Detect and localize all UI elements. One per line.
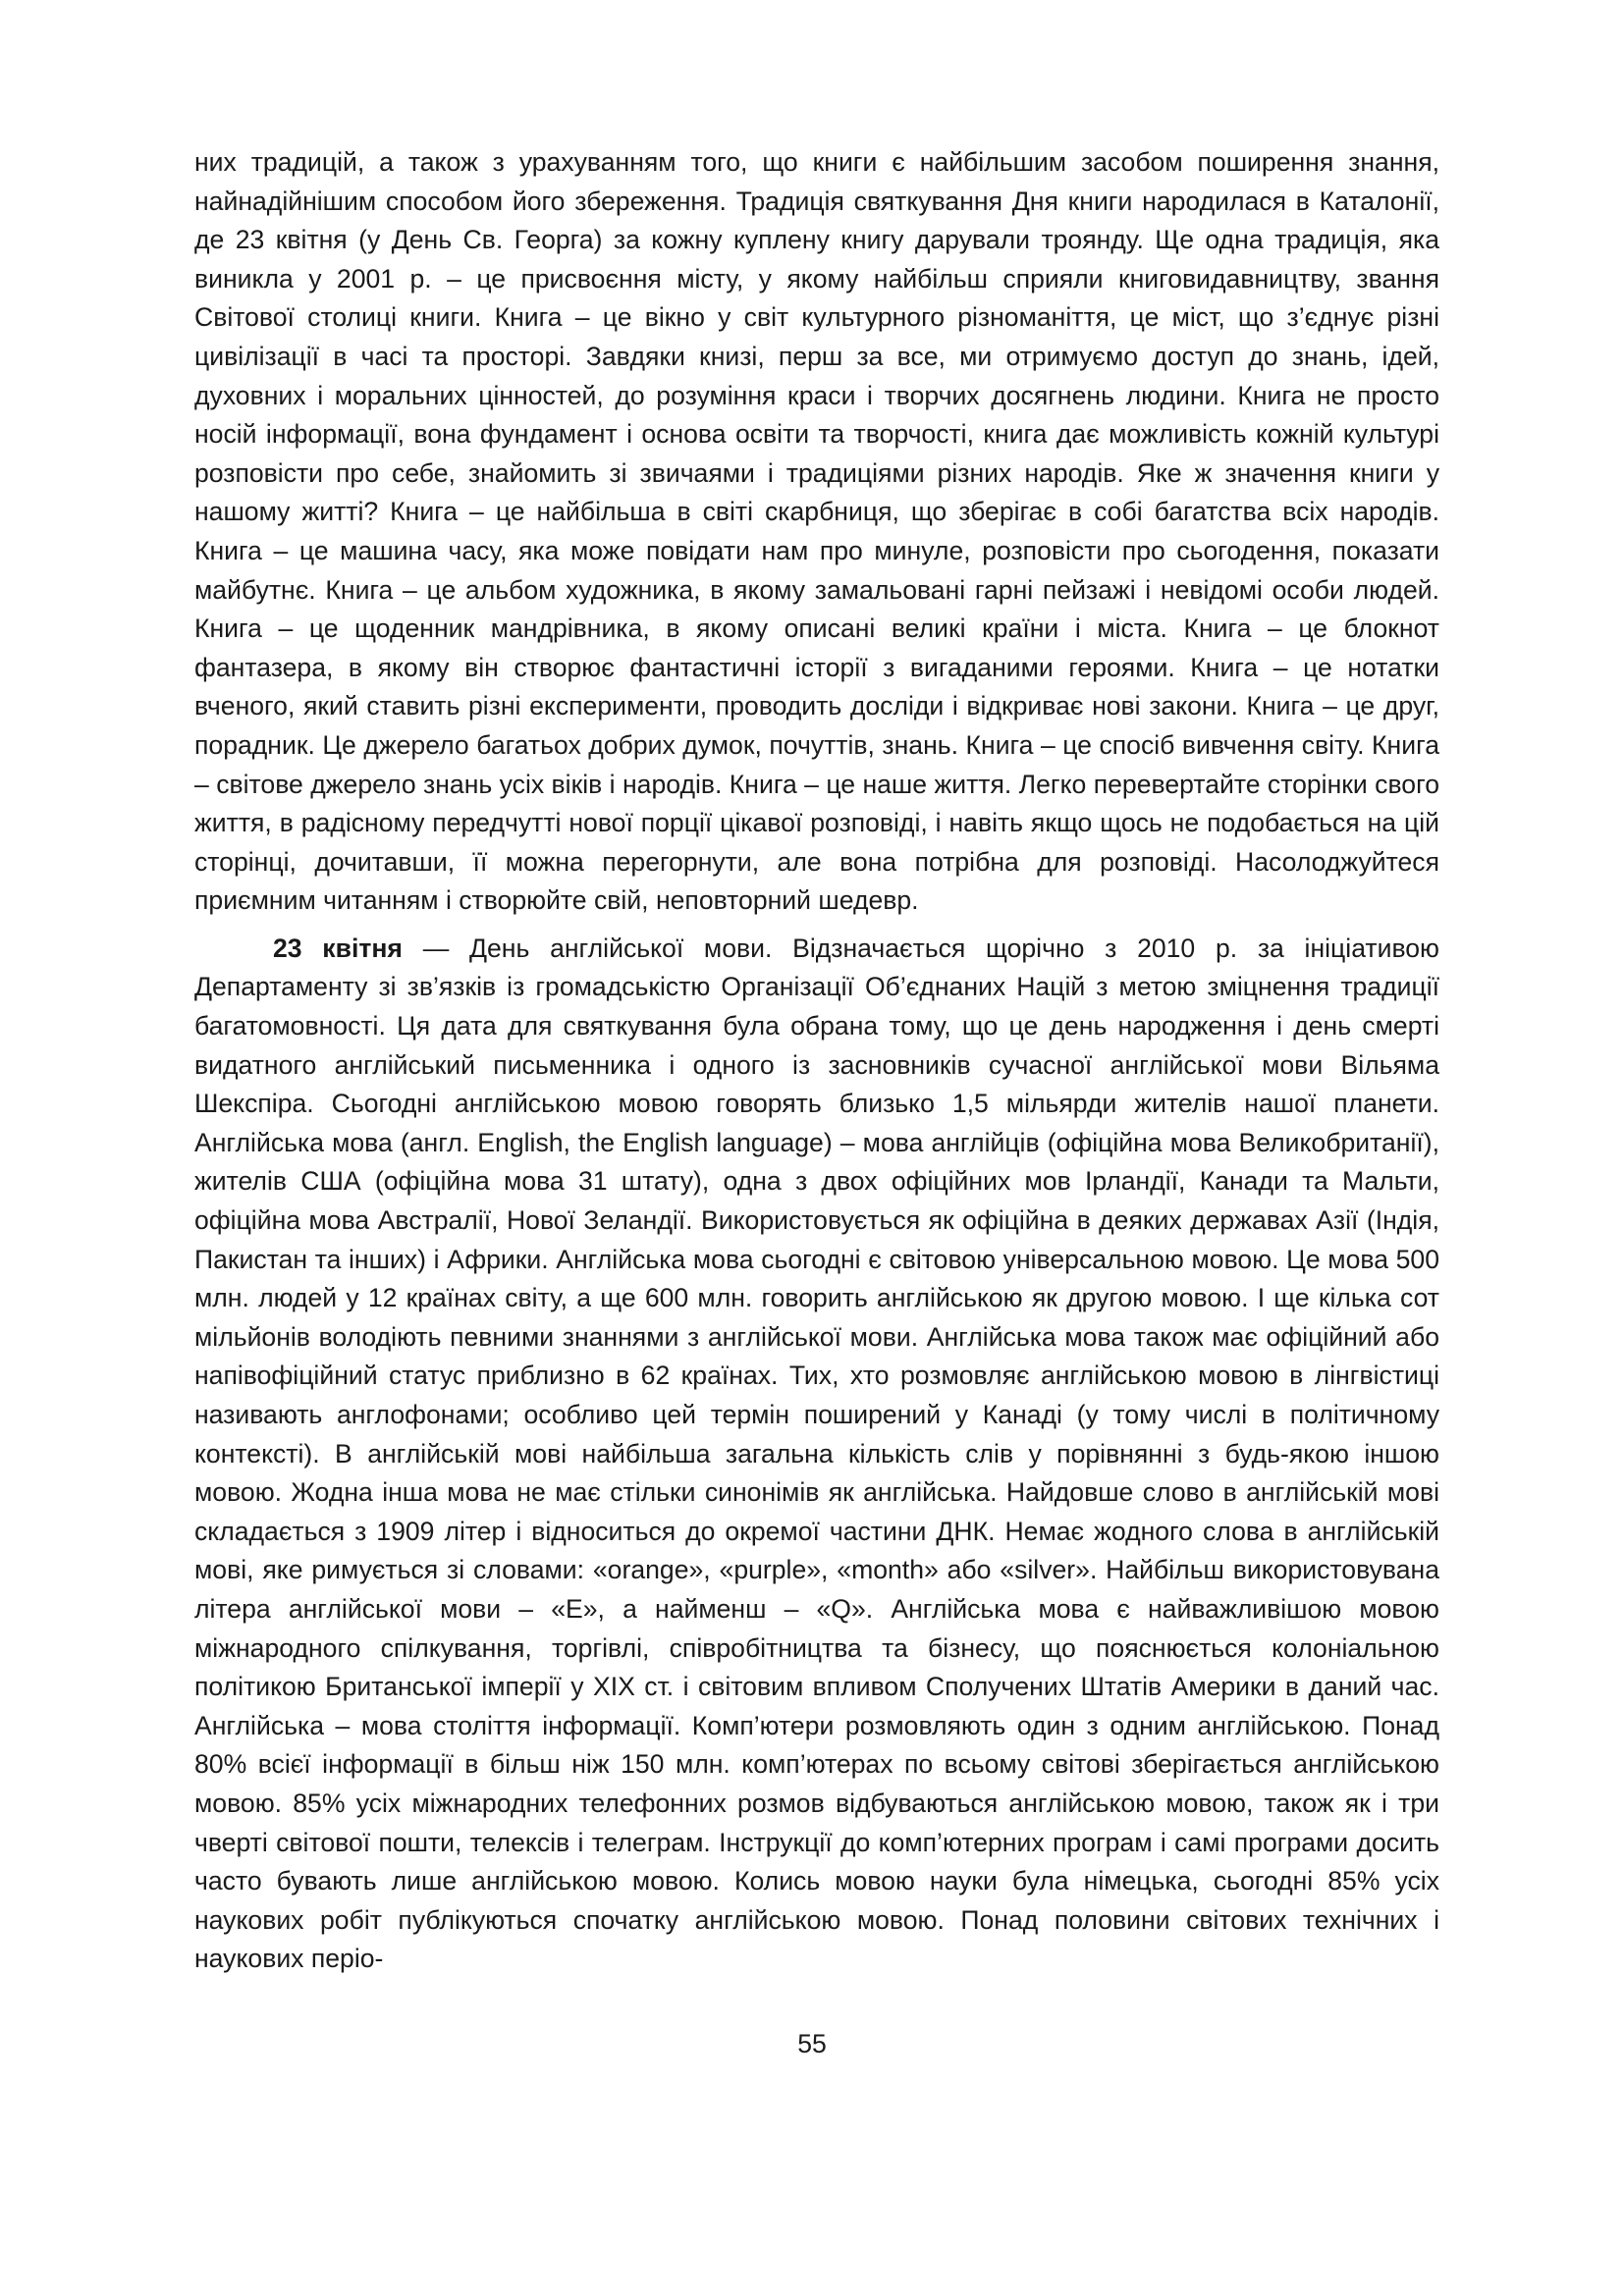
date-heading: 23 квітня — [273, 933, 403, 963]
paragraph-english-day-body: — День англійської мови. Відзначається щорічно з 2010 р. за ініціативою Департаменту зі зв’язків із громадськістю Організації Об’єднаних Націй з метою зміцнення традиції багатомовності. Ця дата для святкування була обрана тому, що це день народження і день смерті видатного англійський письменника і одного із засновників сучасної англійської мови Вільяма Шекспіра. Сьогодні англійською мовою говорять близько 1,5 мільярди жителів нашої планети. Англійська мова (англ. English, the English language) – мова англійців (офіційна мова Великобританії), жителів США (офіційна мова 31 штату), одна з двох офіційних мов Ірландії, Канади та Мальти, офіційна мова Австралії, Нової Зеландії. Використовується як офіційна в деяких державах Азії (Індія, Пакистан та інших) і Африки. Англійська мова сьогодні є світовою універсальною мовою. Це мова 500 млн. людей у 12 країнах світу, а ще 600 млн. говорить англійською як другою мовою. І ще кілька сот мільйонів володіють певними знаннями з англійської мови. Англійська мова також має офіційний або напівофіційний статус приблизно в 62 країнах. Тих, хто розмовляє англійською мовою в лінгвістиці називають англофонами; особливо цей термін поширений у Канаді (у тому числі в політичному контексті). В англійській мові найбільша загальна кількість слів у порівнянні з будь-якою іншою мовою. Жодна інша мова не має стільки синонімів як англійська. Найдовше слово в англійській мові складається з 1909 літер і відноситься до окремої частини ДНК. Немає жодного слова в англійській мові, яке римується зі словами: «orange», «purple», «month» або «silver». Найбільш використовувана літера англійської мови – «Е», а найменш – «Q». Англійська мова є найважливішою мовою міжнародного спілкування, торгівлі, співробітництва та бізнесу, що пояснюється колоніальною політикою Британської імперії у XIX ст. і світовим впливом Сполучених Штатів Америки в даний час. Англійська – мова століття інформації. Комп’ютери розмовляють один з одним англійською. Понад 80% всієї інформації в більш ніж 150 млн. комп’ютерах по всьому світові зберігається англійською мовою. 85% усіх міжнародних телефонних розмов відбуваються англійською мовою, також як і три чверті світової пошти, телексів і телеграм. Інструкції до комп’ютерних програм і самі програми досить часто бувають лише англійською мовою. Колись мовою науки була німецька, сьогодні 85% усіх наукових робіт публікуються спочатку англійською мовою. Понад половини світових технічних і наукових періо- — [194, 933, 1440, 1974]
paragraph-english-day — [194, 930, 1439, 1979]
page-body — [194, 143, 1439, 1979]
paragraph-book-day: них традицій, а також з урахуванням того, що книги є найбільшим засобом поширення знання, найнадійнішим способом його збереження. Традиція святкування Дня книги народилася в Каталонії, де 23 квітня (у День Св. Георга) за кожну куплену книгу дарували троянду. Ще одна традиція, яка виникла у 2001 р. – це присвоєння місту, у якому найбільш сприяли книговидавництву, звання Світової столиці книги. Книга – це вікно у світ культурного різноманіття, це міст, що з’єднує різні цивілізації в часі та просторі. Завдяки книзі, перш за все, ми отримуємо доступ до знань, ідей, духовних і моральних цінностей, до розуміння краси і творчих досягнень людини. Книга не просто носій інформації, вона фундамент і основа освіти та творчості, книга дає можливість кожній культурі розповісти про себе, знайомить зі звичаями і традиціями різних народів. Яке ж значення книги у нашому житті? Книга – це найбільша в світі скарбниця, що зберігає в собі багатства всіх народів. Книга – це машина часу, яка може повідати нам про минуле, розповісти про сьогодення, показати майбутнє. Книга – це альбом художника, в якому замальовані гарні пейзажі і невідомі особи людей. Книга – це щоденник мандрівника, в якому описані великі країни і міста. Книга – це блокнот фантазера, в якому він створює фантастичні історії з вигаданими героями. Книга – це нотатки вченого, який ставить різні експерименти, проводить досліди і відкриває нові закони. Книга – це друг, порадник. Це джерело багатьох добрих думок, почуттів, знань. Книга – це спосіб вивчення світу. Книга – світове джерело знань усіх віків і народів. Книга – це наше життя. Легко перевертайте сторінки свого життя, в радісному передчутті нової порції цікавої розповіді, і навіть якщо щось не подобається на цій сторінці, дочитавши, її можна перегорнути, але вона потрібна для розповіді. Насолоджуйтеся приємним читанням і створюйте свій, неповторний шедевр. — [194, 147, 1439, 916]
page-number: 55 — [797, 2029, 827, 2058]
